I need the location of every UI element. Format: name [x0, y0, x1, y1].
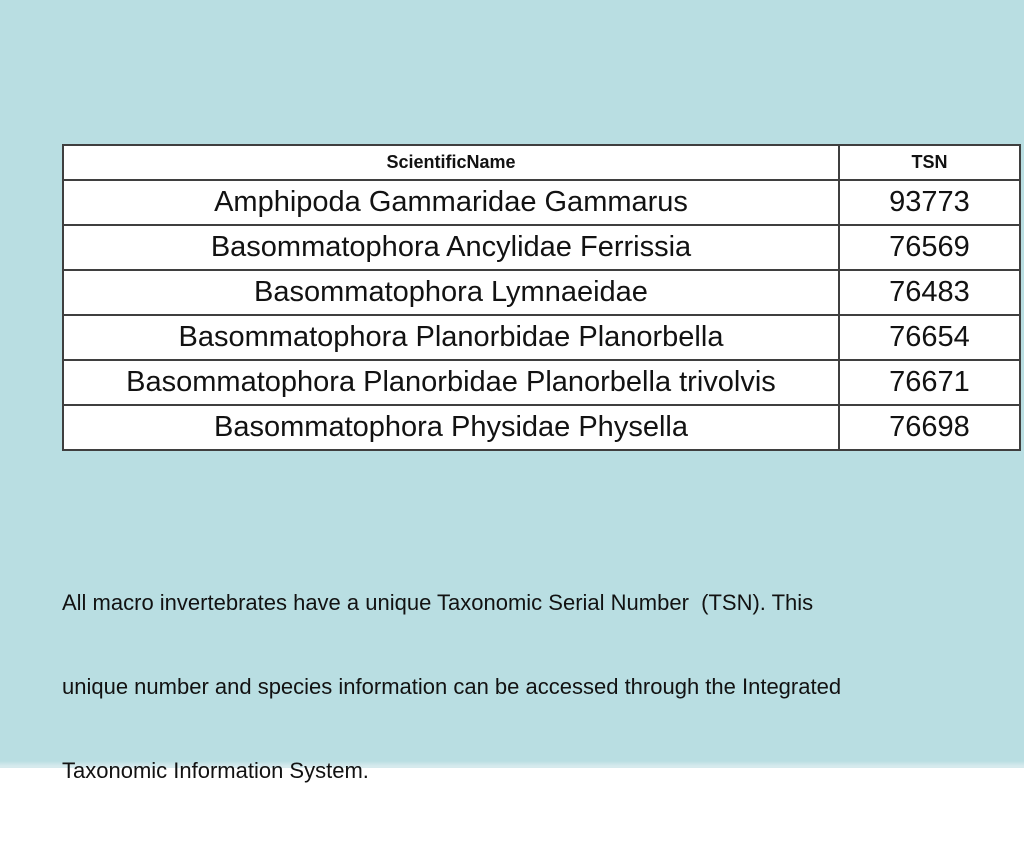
scientific-name-cell: Basommatophora Physidae Physella	[63, 405, 839, 450]
tsn-cell: 76698	[839, 405, 1020, 450]
tsn-cell: 93773	[839, 180, 1020, 225]
tsn-cell: 76654	[839, 315, 1020, 360]
scientific-name-cell: Basommatophora Planorbidae Planorbella	[63, 315, 839, 360]
caption-line: unique number and species information can be accessed through the Integrated	[62, 674, 842, 699]
species-table	[62, 144, 1021, 451]
scientific-name-cell: Basommatophora Lymnaeidae	[63, 270, 839, 315]
table-row	[63, 315, 1020, 360]
scientific-name-cell: Basommatophora Planorbidae Planorbella trivolvis	[63, 360, 839, 405]
table-row	[63, 360, 1020, 405]
column-header-tsn: TSN	[839, 145, 1020, 180]
column-header-scientific-name: ScientificName	[63, 145, 839, 180]
tsn-cell: 76671	[839, 360, 1020, 405]
caption-line: All macro invertebrates have a unique Taxonomic Serial Number (TSN). This	[62, 590, 814, 615]
table-row	[63, 270, 1020, 315]
caption-line: Taxonomic Information System.	[62, 758, 369, 783]
caption	[62, 533, 992, 841]
table-header-row	[63, 145, 1020, 180]
tsn-cell: 76569	[839, 225, 1020, 270]
table-row	[63, 405, 1020, 450]
table-row	[63, 225, 1020, 270]
table-row	[63, 180, 1020, 225]
species-table-body	[63, 180, 1020, 450]
scientific-name-cell: Basommatophora Ancylidae Ferrissia	[63, 225, 839, 270]
scientific-name-cell: Amphipoda Gammaridae Gammarus	[63, 180, 839, 225]
tsn-cell: 76483	[839, 270, 1020, 315]
